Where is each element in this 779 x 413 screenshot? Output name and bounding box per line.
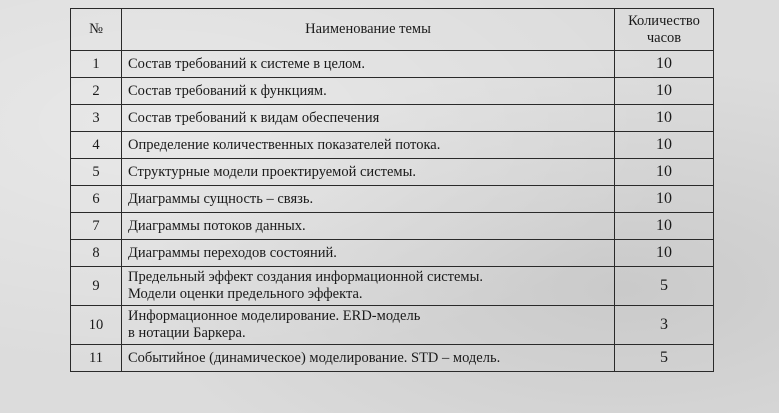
row-number: 9	[71, 267, 122, 306]
table-row	[71, 345, 714, 372]
table-body	[71, 51, 714, 372]
row-topic-name	[122, 132, 615, 159]
header-hours-line1: Количество	[628, 12, 700, 29]
row-hours: 10	[615, 186, 714, 213]
row-topic-name	[122, 267, 615, 306]
row-topic-name-line: в нотации Баркера.	[128, 325, 246, 341]
row-topic-name-line: Диаграммы сущность – связь.	[128, 190, 314, 207]
row-number: 8	[71, 240, 122, 267]
row-number: 6	[71, 186, 122, 213]
row-number: 4	[71, 132, 122, 159]
row-number: 11	[71, 345, 122, 372]
row-topic-name	[122, 51, 615, 78]
row-topic-name-line: Диаграммы переходов состояний.	[128, 244, 337, 261]
table-row	[71, 240, 714, 267]
table-row	[71, 132, 714, 159]
row-topic-name	[122, 159, 615, 186]
row-topic-name	[122, 186, 615, 213]
table-row	[71, 186, 714, 213]
row-topic-name	[122, 306, 615, 345]
table-row	[71, 213, 714, 240]
header-topic-name: Наименование темы	[122, 9, 615, 51]
table-header-row	[71, 9, 714, 51]
header-number: №	[71, 9, 122, 51]
header-hours-line2: часов	[646, 29, 682, 46]
row-topic-name-line: Состав требований к видам обеспечения	[128, 109, 380, 126]
row-hours: 5	[615, 345, 714, 372]
row-hours: 10	[615, 51, 714, 78]
row-number: 2	[71, 78, 122, 105]
row-hours: 3	[615, 306, 714, 345]
row-number: 7	[71, 213, 122, 240]
header-hours	[615, 9, 714, 51]
row-topic-name	[122, 213, 615, 240]
row-topic-name	[122, 345, 615, 372]
table-row	[71, 159, 714, 186]
row-topic-name-line: Модели оценки предельного эффекта.	[128, 286, 363, 302]
row-topic-name	[122, 105, 615, 132]
topics-table	[70, 8, 714, 372]
row-topic-name-line: Предельный эффект создания информационной системы.	[128, 269, 483, 285]
table-row	[71, 306, 714, 345]
table-row	[71, 267, 714, 306]
row-number: 1	[71, 51, 122, 78]
row-topic-name	[122, 78, 615, 105]
row-number: 10	[71, 306, 122, 345]
row-hours: 10	[615, 78, 714, 105]
row-number: 3	[71, 105, 122, 132]
row-hours: 10	[615, 132, 714, 159]
table-row	[71, 51, 714, 78]
row-topic-name-line: Структурные модели проектируемой системы.	[128, 163, 416, 180]
row-number: 5	[71, 159, 122, 186]
row-hours: 10	[615, 159, 714, 186]
row-topic-name	[122, 240, 615, 267]
row-hours: 10	[615, 213, 714, 240]
table-row	[71, 78, 714, 105]
row-hours: 10	[615, 240, 714, 267]
row-topic-name-line: Информационное моделирование. ERD-модель	[128, 308, 421, 324]
row-topic-name-line: Определение количественных показателей потока.	[128, 136, 441, 153]
row-topic-name-line: Состав требований к функциям.	[128, 82, 327, 99]
row-hours: 10	[615, 105, 714, 132]
row-topic-name-line: Событийное (динамическое) моделирование. STD – модель.	[128, 349, 501, 366]
row-topic-name-line: Состав требований к системе в целом.	[128, 55, 365, 72]
row-hours: 5	[615, 267, 714, 306]
table-row	[71, 105, 714, 132]
row-topic-name-line: Диаграммы потоков данных.	[128, 217, 306, 234]
